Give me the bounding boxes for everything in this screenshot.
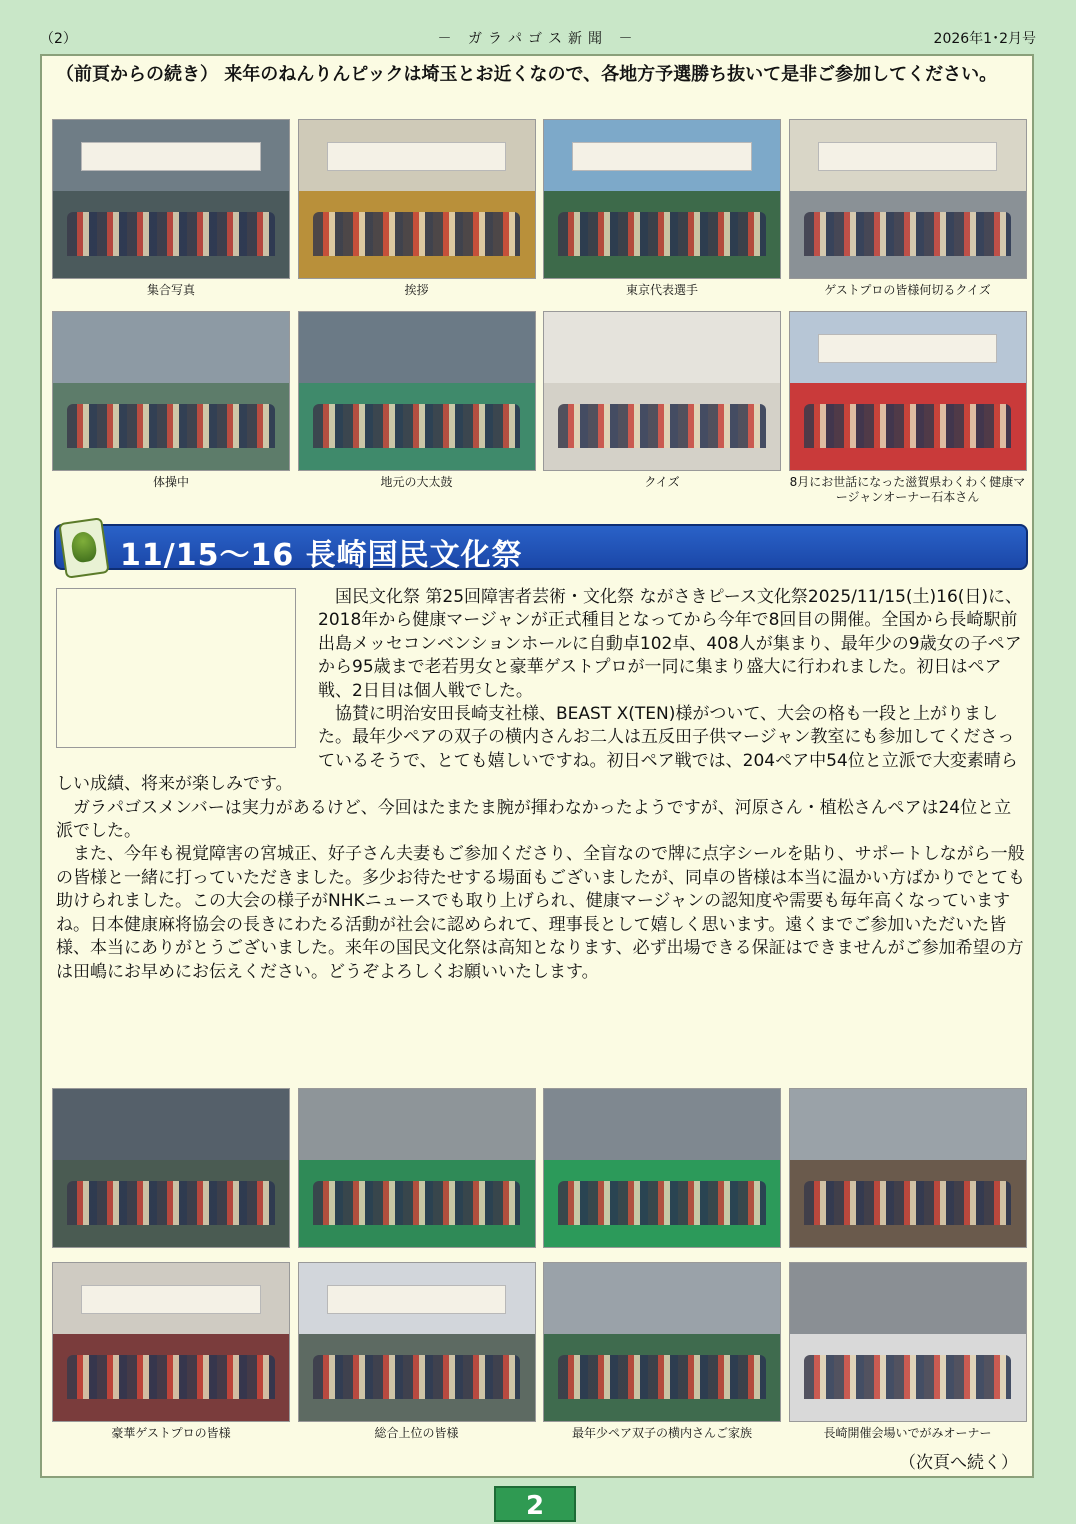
photo-caption: 8月にお世話になった滋賀県わくわく健康マージャンオーナー石本さん xyxy=(789,475,1026,504)
continue-note: （次頁へ続く） xyxy=(899,1453,1018,1473)
photo xyxy=(298,311,536,471)
article-paragraph: また、今年も視覚障害の宮城正、好子さん夫妻もご参加くださり、全盲なので牌に点字シールを貼り、サポートしながら一般の皆様と一緒に打っていただきました。多少お待たせする場面もございましたが、同卓の皆様は本当に温かい方ばかりでとても助けられました。この大会の様子がNHKニュースでも取り上げられ、健康マージャンの認知度や需要も毎年高くなっていますね。日本健康麻将協会の長きにわたる活動が社会に認められて、理事長として嬉しく思います。遠くまでご参加いただいた皆様、本当にありがとうございました。来年の国民文化祭は高知となります、必ず出場できる保証はできませんがご参加希望の方は田嶋にお早めにお伝えください。どうぞよろしくお願いいたします。 xyxy=(56,844,1025,982)
page-number: 2 xyxy=(494,1486,576,1522)
photo xyxy=(52,1262,290,1422)
photo-caption: 体操中 xyxy=(152,475,189,489)
photo-cell xyxy=(52,1088,290,1252)
photo xyxy=(298,119,536,279)
photo xyxy=(543,1262,781,1422)
photo-cell xyxy=(298,1262,536,1441)
photo xyxy=(789,1088,1027,1248)
article-paragraph: 国民文化祭 第25回障害者芸術・文化祭 ながさきピース文化祭2025/11/15(土)16(日)に、2018年から健康マージャンが正式種目となってから今年で8回目の開催。全国から長崎駅前出島メッセコンベンションホールに自動卓102卓、408人が集まり、最年少の9歳女の子ペアから95歳まで老若男女と豪華ゲストプロが一同に集まり盛大に行われました。初日はペア戦、2日目は個人戦でした。 xyxy=(318,587,1023,701)
section-emblem-icon xyxy=(58,517,109,579)
photo-banner xyxy=(818,334,997,362)
photo-banner xyxy=(818,142,997,170)
photo-cell xyxy=(789,119,1027,298)
photo xyxy=(52,119,290,279)
photo-cell xyxy=(298,311,536,490)
intro-text: （前頁からの続き） 来年のねんりんピックは埼玉とお近くなので、各地方予選勝ち抜いて是非ご参加してください。 xyxy=(56,64,998,85)
photo-caption: 東京代表選手 xyxy=(625,283,698,297)
photo-caption: 総合上位の皆様 xyxy=(374,1426,459,1440)
lead-photo xyxy=(56,588,296,748)
photo-caption: 豪華ゲストプロの皆様 xyxy=(111,1426,231,1440)
photo-caption: 集合写真 xyxy=(146,283,195,297)
photo-banner xyxy=(327,142,506,170)
photo xyxy=(52,311,290,471)
photo-banner xyxy=(81,142,260,170)
article-paragraph: ガラパゴスメンバーは実力があるけど、今回はたまたま腕が揮わなかったようですが、河原さん・植松さんペアは24位と立派でした。 xyxy=(56,797,1012,842)
photo xyxy=(543,311,781,471)
photo-cell xyxy=(789,1262,1027,1441)
photo-cell xyxy=(298,1088,536,1252)
photo xyxy=(543,1088,781,1248)
photo-banner xyxy=(572,142,751,170)
photo-cell xyxy=(543,1262,781,1441)
page-header xyxy=(40,28,1036,52)
photo-cell xyxy=(789,311,1027,505)
photo xyxy=(789,311,1027,471)
issue-date: 2026年1･2月号 xyxy=(933,31,1036,47)
newspaper-title: － ガラパゴス新聞 － xyxy=(437,31,639,47)
photo-cell xyxy=(298,119,536,298)
page-body xyxy=(40,54,1034,1478)
section-title: 11/15～16 長崎国民文化祭 xyxy=(120,538,523,573)
photo-caption: 挨拶 xyxy=(404,283,429,297)
photo xyxy=(298,1088,536,1248)
photo xyxy=(52,1088,290,1248)
photo-caption: ゲストプロの皆様何切るクイズ xyxy=(824,283,991,297)
article xyxy=(56,586,1026,984)
photo-cell xyxy=(789,1088,1027,1252)
photo-cell xyxy=(52,1262,290,1441)
photo xyxy=(789,1262,1027,1422)
photo-cell xyxy=(543,119,781,298)
photo-caption: 最年少ペア双子の横内さんご家族 xyxy=(571,1426,752,1440)
photo xyxy=(543,119,781,279)
page-marker: （2） xyxy=(40,31,77,47)
photo-cell xyxy=(543,311,781,490)
photo-banner xyxy=(327,1285,506,1313)
photo-cell xyxy=(52,119,290,298)
article-paragraph: 協賛に明治安田長崎支社様、BEAST X(TEN)様がついて、大会の格も一段と上がりました。最年少ペアの双子の横内さんお二人は五反田子供マージャン教室にも参加してくださっているそうで、とても嬉しいですね。初日ペア戦では、204ペア中54位と立派で大変素晴らしい成績、将来が楽しみです。 xyxy=(56,704,1018,795)
photo-banner xyxy=(81,1285,260,1313)
photo xyxy=(298,1262,536,1422)
photo-caption: 長崎開催会場いでがみオーナー xyxy=(823,1426,992,1440)
section-header xyxy=(54,524,1028,573)
photo-cell xyxy=(543,1088,781,1252)
photo-caption: クイズ xyxy=(644,475,680,489)
photo-cell xyxy=(52,311,290,490)
photo xyxy=(789,119,1027,279)
photo-caption: 地元の大太鼓 xyxy=(380,475,453,489)
